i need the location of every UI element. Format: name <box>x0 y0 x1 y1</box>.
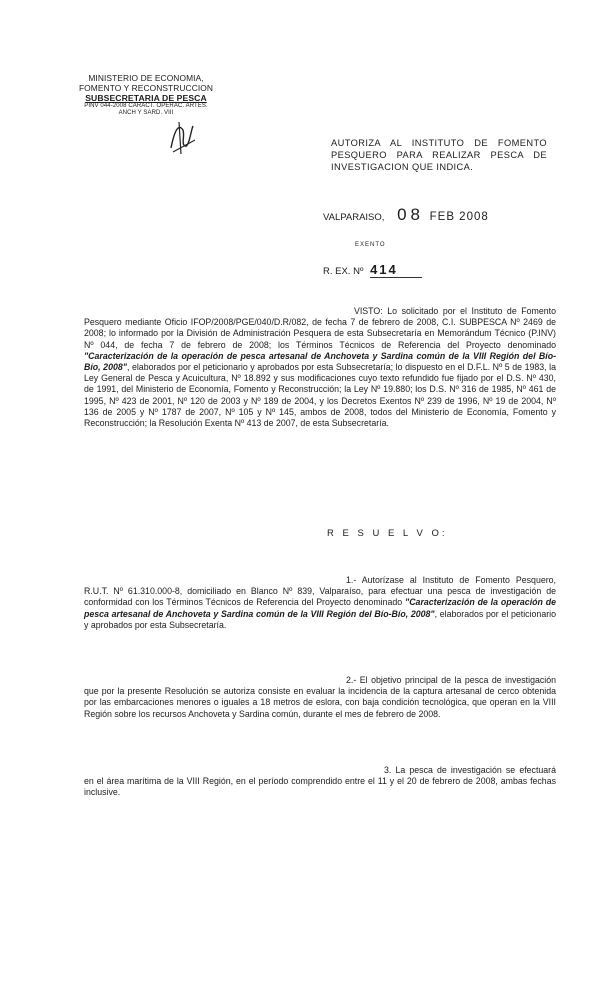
ministry-line-2: FOMENTO Y RECONSTRUCCION <box>78 83 214 93</box>
item-3-text: La pesca de investigación se efectuará en el área marítima de la VIII Región, en el período comprendido entre el 11 y el 20 de febrero de 2008, ambas fechas inclusive. <box>84 765 556 798</box>
reference-code-line-2: ANCH Y SARD. VIII <box>118 110 174 116</box>
visto-paragraph <box>84 306 556 429</box>
resolution-item-2 <box>84 675 556 720</box>
item-1-text-2: , elaborados por el peticionario y aprobados por esta Subsecretaría. <box>84 608 556 630</box>
item-2-text: El objetivo principal de la pesca de investigación que por la presente Resolución se autoriza consiste en evaluar la incidencia de la captura artesanal de cerco obtenida por las embarcaciones menores o iguales a 18 metros de eslora, con baja condición tecnológica, que operan en la VIII Región sobre los recursos Anchoveta y Sardina común, durante el mes de febrero de 2008. <box>84 675 556 719</box>
visto-text-1: VISTO: Lo solicitado por el Instituto de Fomento Pesquero mediante Oficio IFOP/2008/PGE/040/D.R/082, de fecha 7 de febrero de 2008, C.I. SUBPESCA Nº 2469 de 2008; lo informado por la División de Administración Pesquera de esta Subsecretaría en Memorándum Técnico (P.INV) Nº 044, de fecha 7 de febrero de 2008; los Términos Técnicos de Referencia del Proyecto denominado <box>84 306 556 350</box>
document-title: AUTORIZA AL INSTITUTO DE FOMENTO PESQUERO PARA REALIZAR PESCA DE INVESTIGACION QUE INDICA. <box>331 138 547 172</box>
initials-stamp-icon <box>165 118 201 158</box>
item-1-number: 1.- <box>346 575 357 585</box>
visto-text-2: , elaborados por el peticionario y aprobados por esta Subsecretaría; lo dispuesto en el D.F.L. Nº 5 de 1983, la Ley General de Pesca y Acuicultura, Nº 18.892 y sus modificaciones cuyo texto refundido fue fijado por el D.S. Nº 430, de 1991, del Ministerio de Economía, Fomento y Reconstrucción; la Ley Nº 19.880; los D.S. Nº 316 de 1985, Nº 461 de 1995, Nº 423 de 2001, Nº 120 de 2003 y Nº 189 de 2004, y los Decretos Exentos Nº 239 de 1996, Nº 19 de 2004, Nº 136 de 2005 y Nº 1787 de 2007, Nº 105 y Nº 145, ambos de 2008, todos del Ministerio de Economía, Fomento y Reconstrucción; la Resolución Exenta Nº 413 de 2007, de esta Subsecretaría. <box>84 362 556 429</box>
date-month-year: FEB 2008 <box>429 211 489 223</box>
date-line <box>323 205 489 225</box>
resolution-label: R. EX. Nº <box>323 266 364 277</box>
resolution-item-3 <box>84 765 556 799</box>
item-1-project-name: "Caracterización de la operación de pesca artesanal de Anchoveta y Sardina común de la VIII Región del Bío-Bío, 2008" <box>84 597 557 619</box>
item-3-number: 3. <box>384 765 392 775</box>
ministry-line-1: MINISTERIO DE ECONOMIA, <box>88 73 204 83</box>
reference-code-line-1: PINV 044-2008 CARACT. OPERAC. ARTES. <box>84 103 208 109</box>
city-label: VALPARAISO, <box>323 212 385 223</box>
item-2-number: 2.- <box>346 675 357 685</box>
date-day: 08 <box>397 205 424 224</box>
visto-project-name: "Caracterización de la operación de pesca artesanal de Anchoveta y Sardina común de la VIII Región del Bío-Bío, 2008" <box>84 350 556 373</box>
resuelvo-heading: R E S U E L V O: <box>327 528 448 539</box>
resolution-number-line <box>323 262 422 278</box>
resolution-item-1 <box>84 575 556 631</box>
resolution-number: 414 <box>370 262 422 278</box>
item-1-text-1: Autorízase al Instituto de Fomento Pesquero, R.U.T. Nº 61.310.000-8, domiciliado en Blanco Nº 839, Valparaíso, para efectuar una pesca de investigación de conformidad con los Términos Técnicos de Referencia del Proyecto denominado <box>84 575 556 608</box>
exento-label: EXENTO <box>355 242 386 248</box>
ministry-header <box>62 73 230 117</box>
subsecretaria-line: SUBSECRETARIA DE PESCA <box>85 93 207 103</box>
